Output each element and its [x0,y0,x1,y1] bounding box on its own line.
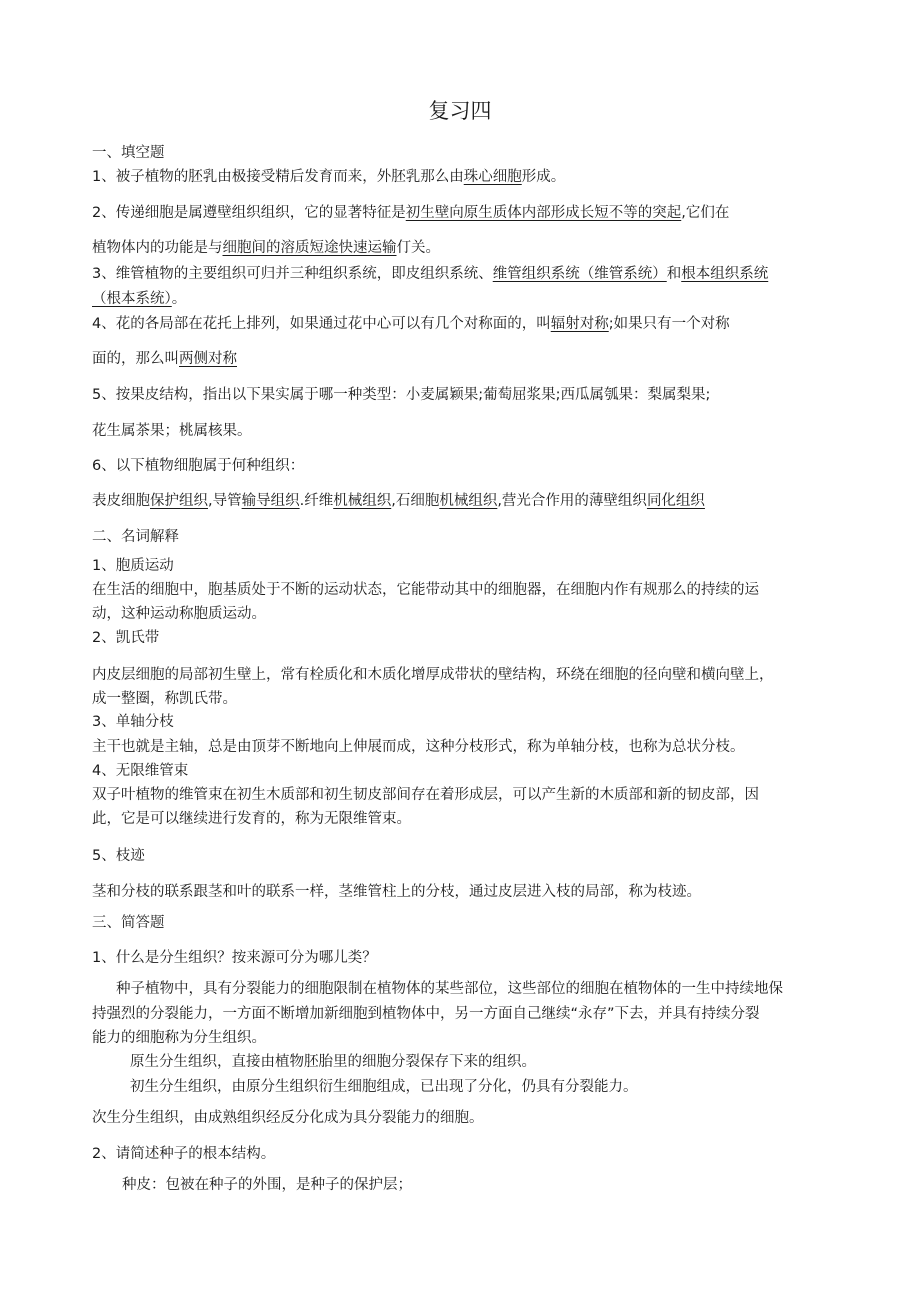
text-segment: 2、凯氏带 [92,630,160,646]
q4-line-1 [92,314,730,334]
q5-line-1 [92,385,710,405]
q6-line-2 [92,491,705,511]
term1-def-2 [92,604,266,624]
text-segment: 1、胞质运动 [92,558,174,574]
term2-def-2 [92,689,237,709]
answer-underlined: （根本系统） [92,291,172,307]
section-1-heading [92,143,165,163]
term4-def-1 [92,785,759,805]
term5-def [92,882,701,902]
text-segment: 花生属茶果；桃属核果。 [92,423,252,439]
text-segment: 5、按果皮结构，指出以下果实属于哪一种类型：小麦属颖果;葡萄屈浆果;西瓜属瓠果：梨属梨果; [92,387,711,403]
text-segment: 种皮：包被在种子的外围，是种子的保护层； [122,1177,412,1193]
answer-underlined: 根本组织系统 [681,266,769,282]
sq2-answer-1 [122,1175,412,1195]
text-segment: 3、维管植物的主要组织可归并三种组织系统，即皮组织系统、 [92,266,493,282]
section-2-heading [92,527,179,547]
text-segment: 原生分生组织，直接由植物胚胎里的细胞分裂保存下来的组织。 [130,1054,536,1070]
answer-underlined: 机械组织 [333,493,392,509]
section-3-heading [92,913,165,933]
term4-def-2 [92,809,411,829]
q3-line-1 [92,264,768,284]
answer-underlined: 珠心细胞 [463,169,522,185]
answer-underlined: 维管组织系统（维管系统） [492,266,667,282]
text-segment: 次生分生组织，由成熟组织经反分化成为具分裂能力的细胞。 [92,1110,484,1126]
text-segment: 二、名词解释 [92,529,179,545]
answer-underlined: 细胞间的溶质短途快速运输 [222,240,397,256]
text-segment: 动，这种运动称胞质运动。 [92,606,266,622]
q4-line-2 [92,349,237,369]
text-segment: 4、无限维管束 [92,763,189,779]
answer-underlined: 保护组织 [150,493,208,509]
sq1-question [92,948,377,968]
answer-underlined: 辐射对称 [550,316,609,332]
text-segment: 1、什么是分生组织？按来源可分为哪儿类？ [92,950,377,966]
q2-line-2 [92,238,440,258]
text-segment: .纤维 [299,493,334,509]
page-title: 复习四 [428,99,492,123]
text-segment: ,石细胞 [391,493,440,509]
text-segment: 一、填空题 [92,145,165,161]
text-segment: ,营光合作用的薄壁组织 [497,493,647,509]
sq1-answer-3 [92,1028,266,1048]
text-segment: 5、枝迹 [92,848,145,864]
text-segment: 2、请简述种子的根本结构。 [92,1146,276,1162]
text-segment: 4、花的各局部在花托上排列，如果通过花中心可以有几个对称面的，叫 [92,316,551,332]
text-segment: 此，它是可以继续进行发育的，称为无限维管束。 [92,811,411,827]
text-segment: 1、被子植物的胚乳由极接受精后发育而来，外胚乳那么由 [92,169,464,185]
text-segment: 表皮细胞 [92,493,150,509]
text-segment: 植物体内的功能是与 [92,240,223,256]
text-segment: 持强烈的分裂能力，一方面不断增加新细胞到植物体中，另一方面自己继续“永存”下去，并具有持续分裂 [92,1006,760,1022]
sq1-answer-2 [92,1004,760,1024]
text-segment: 三、简答题 [92,915,165,931]
text-segment: 。 [171,291,187,307]
text-segment: 初生分生组织，由原分生组织衍生细胞组成，已出现了分化，仍具有分裂能力。 [130,1079,638,1095]
term2-heading [92,628,159,648]
text-segment: 茎和分枝的联系跟茎和叶的联系一样，茎维管柱上的分枝，通过皮层进入枝的局部，称为枝迹。 [92,884,701,900]
text-segment: 在生活的细胞中，胞基质处于不断的运动状态，它能带动其中的细胞器，在细胞内作有规那么的持续的运 [92,582,759,598]
answer-underlined: 初生壁向原生质体内部形成长短不等的突起 [405,205,682,221]
text-segment: 种子植物中，具有分裂能力的细胞限制在植物体的某些部位，这些部位的细胞在植物体的一生中持续地保 [116,981,783,997]
term2-def-1 [92,665,774,685]
q5-line-2 [92,421,252,441]
sq1-answer-5 [130,1077,638,1097]
q6-line-1 [92,456,304,476]
sq1-answer-4 [130,1052,536,1072]
text-segment: ,导管 [208,493,242,509]
text-segment: 仃关。 [396,240,440,256]
answer-underlined: 同化组织 [646,493,705,509]
sq1-answer-6 [92,1108,484,1128]
sq1-answer-1 [116,979,783,999]
text-segment: ;如果只有一个对称 [608,316,730,332]
text-segment: 和 [666,266,682,282]
text-segment: ,它们在 [681,205,730,221]
q1-line [92,167,565,187]
text-segment: 3、单轴分枝 [92,714,174,730]
text-segment: 主干也就是主轴，总是由顶芽不断地向上伸展而成，这种分枝形式，称为单轴分枝，也称为总状分枝。 [92,739,745,755]
term4-heading [92,761,188,781]
term5-heading [92,846,145,866]
term3-def [92,737,745,757]
text-segment: 形成。 [521,169,566,185]
term3-heading [92,712,174,732]
text-segment: 成一整圈，称凯氏带。 [92,691,237,707]
text-segment: 双子叶植物的维管束在初生木质部和初生韧皮部间存在着形成层，可以产生新的木质部和新的韧皮部，因 [92,787,759,803]
term1-heading [92,556,174,576]
q2-line-1 [92,203,729,223]
term1-def-1 [92,580,759,600]
sq2-question [92,1144,275,1164]
text-segment: 2、传递细胞是属遵壁组织组织，它的显著特征是 [92,205,406,221]
text-segment: 内皮层细胞的局部初生壁上，常有栓质化和木质化增厚成带状的壁结构，环绕在细胞的径向壁和横向壁上， [92,667,774,683]
text-segment: 能力的细胞称为分生组织。 [92,1030,266,1046]
answer-underlined: 机械组织 [439,493,498,509]
text-segment: 6、以下植物细胞属于何种组织： [92,458,305,474]
answer-underlined: 两侧对称 [179,351,237,367]
answer-underlined: 输导组织 [241,493,300,509]
q3-line-2 [92,289,186,309]
text-segment: 面的，那么叫 [92,351,179,367]
